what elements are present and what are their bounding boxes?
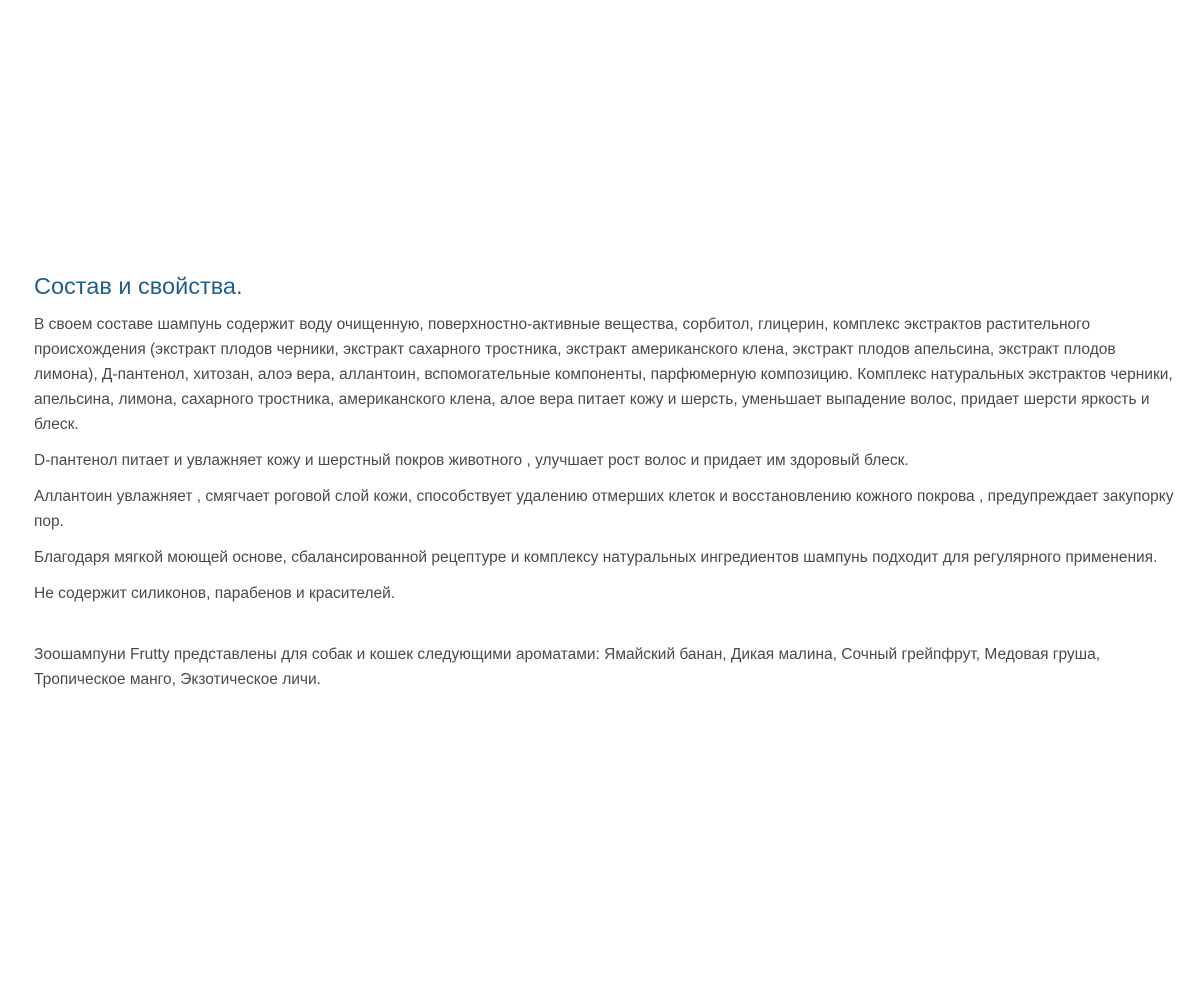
product-description bbox=[34, 270, 1174, 703]
free-from-paragraph: Не содержит силиконов, парабенов и красителей. bbox=[34, 585, 396, 602]
paragraph-spacer bbox=[34, 617, 1174, 642]
allantoin-paragraph: Аллантоин увлажняет , смягчает роговой слой кожи, способствует удалению отмерших клеток и восстановлению кожного покрова , предупреждает закупорку пор. bbox=[34, 488, 1174, 530]
usage-paragraph: Благодаря мягкой моющей основе, сбалансированной рецептуре и комплексу натуральных ингредиентов шампунь подходит для регулярного применения. bbox=[34, 549, 1158, 566]
composition-paragraph: В своем составе шампунь содержит воду очищенную, поверхностно-активные вещества, сорбитол, глицерин, комплекс экстрактов растительного происхождения (экстракт плодов черники, экстракт сахарного тростника, экстракт американского клена, экстракт плодов апельсина, экстракт плодов лимона), Д-пантенол, хитозан, алоэ вера, аллантоин, вспомогательные компоненты, парфюмерную композицию. Комплекс натуральных экстрактов черники, апельсина, лимона, сахарного тростника, американского клена, алое вера питает кожу и шерсть, уменьшает выпадение волос, придает шерсти яркость и блеск. bbox=[34, 316, 1173, 433]
aromas-paragraph: Зоошампуни Frutty представлены для собак и кошек следующими ароматами: Ямайский банан, Дикая малина, Сочный грейпфрут, Медовая груша, Тропическое манго, Экзотическое личи. bbox=[34, 646, 1100, 688]
section-title: Состав и свойства. bbox=[34, 273, 243, 299]
panthenol-paragraph: D-пантенол питает и увлажняет кожу и шерстный покров животного , улучшает рост волос и придает им здоровый блеск. bbox=[34, 452, 909, 469]
